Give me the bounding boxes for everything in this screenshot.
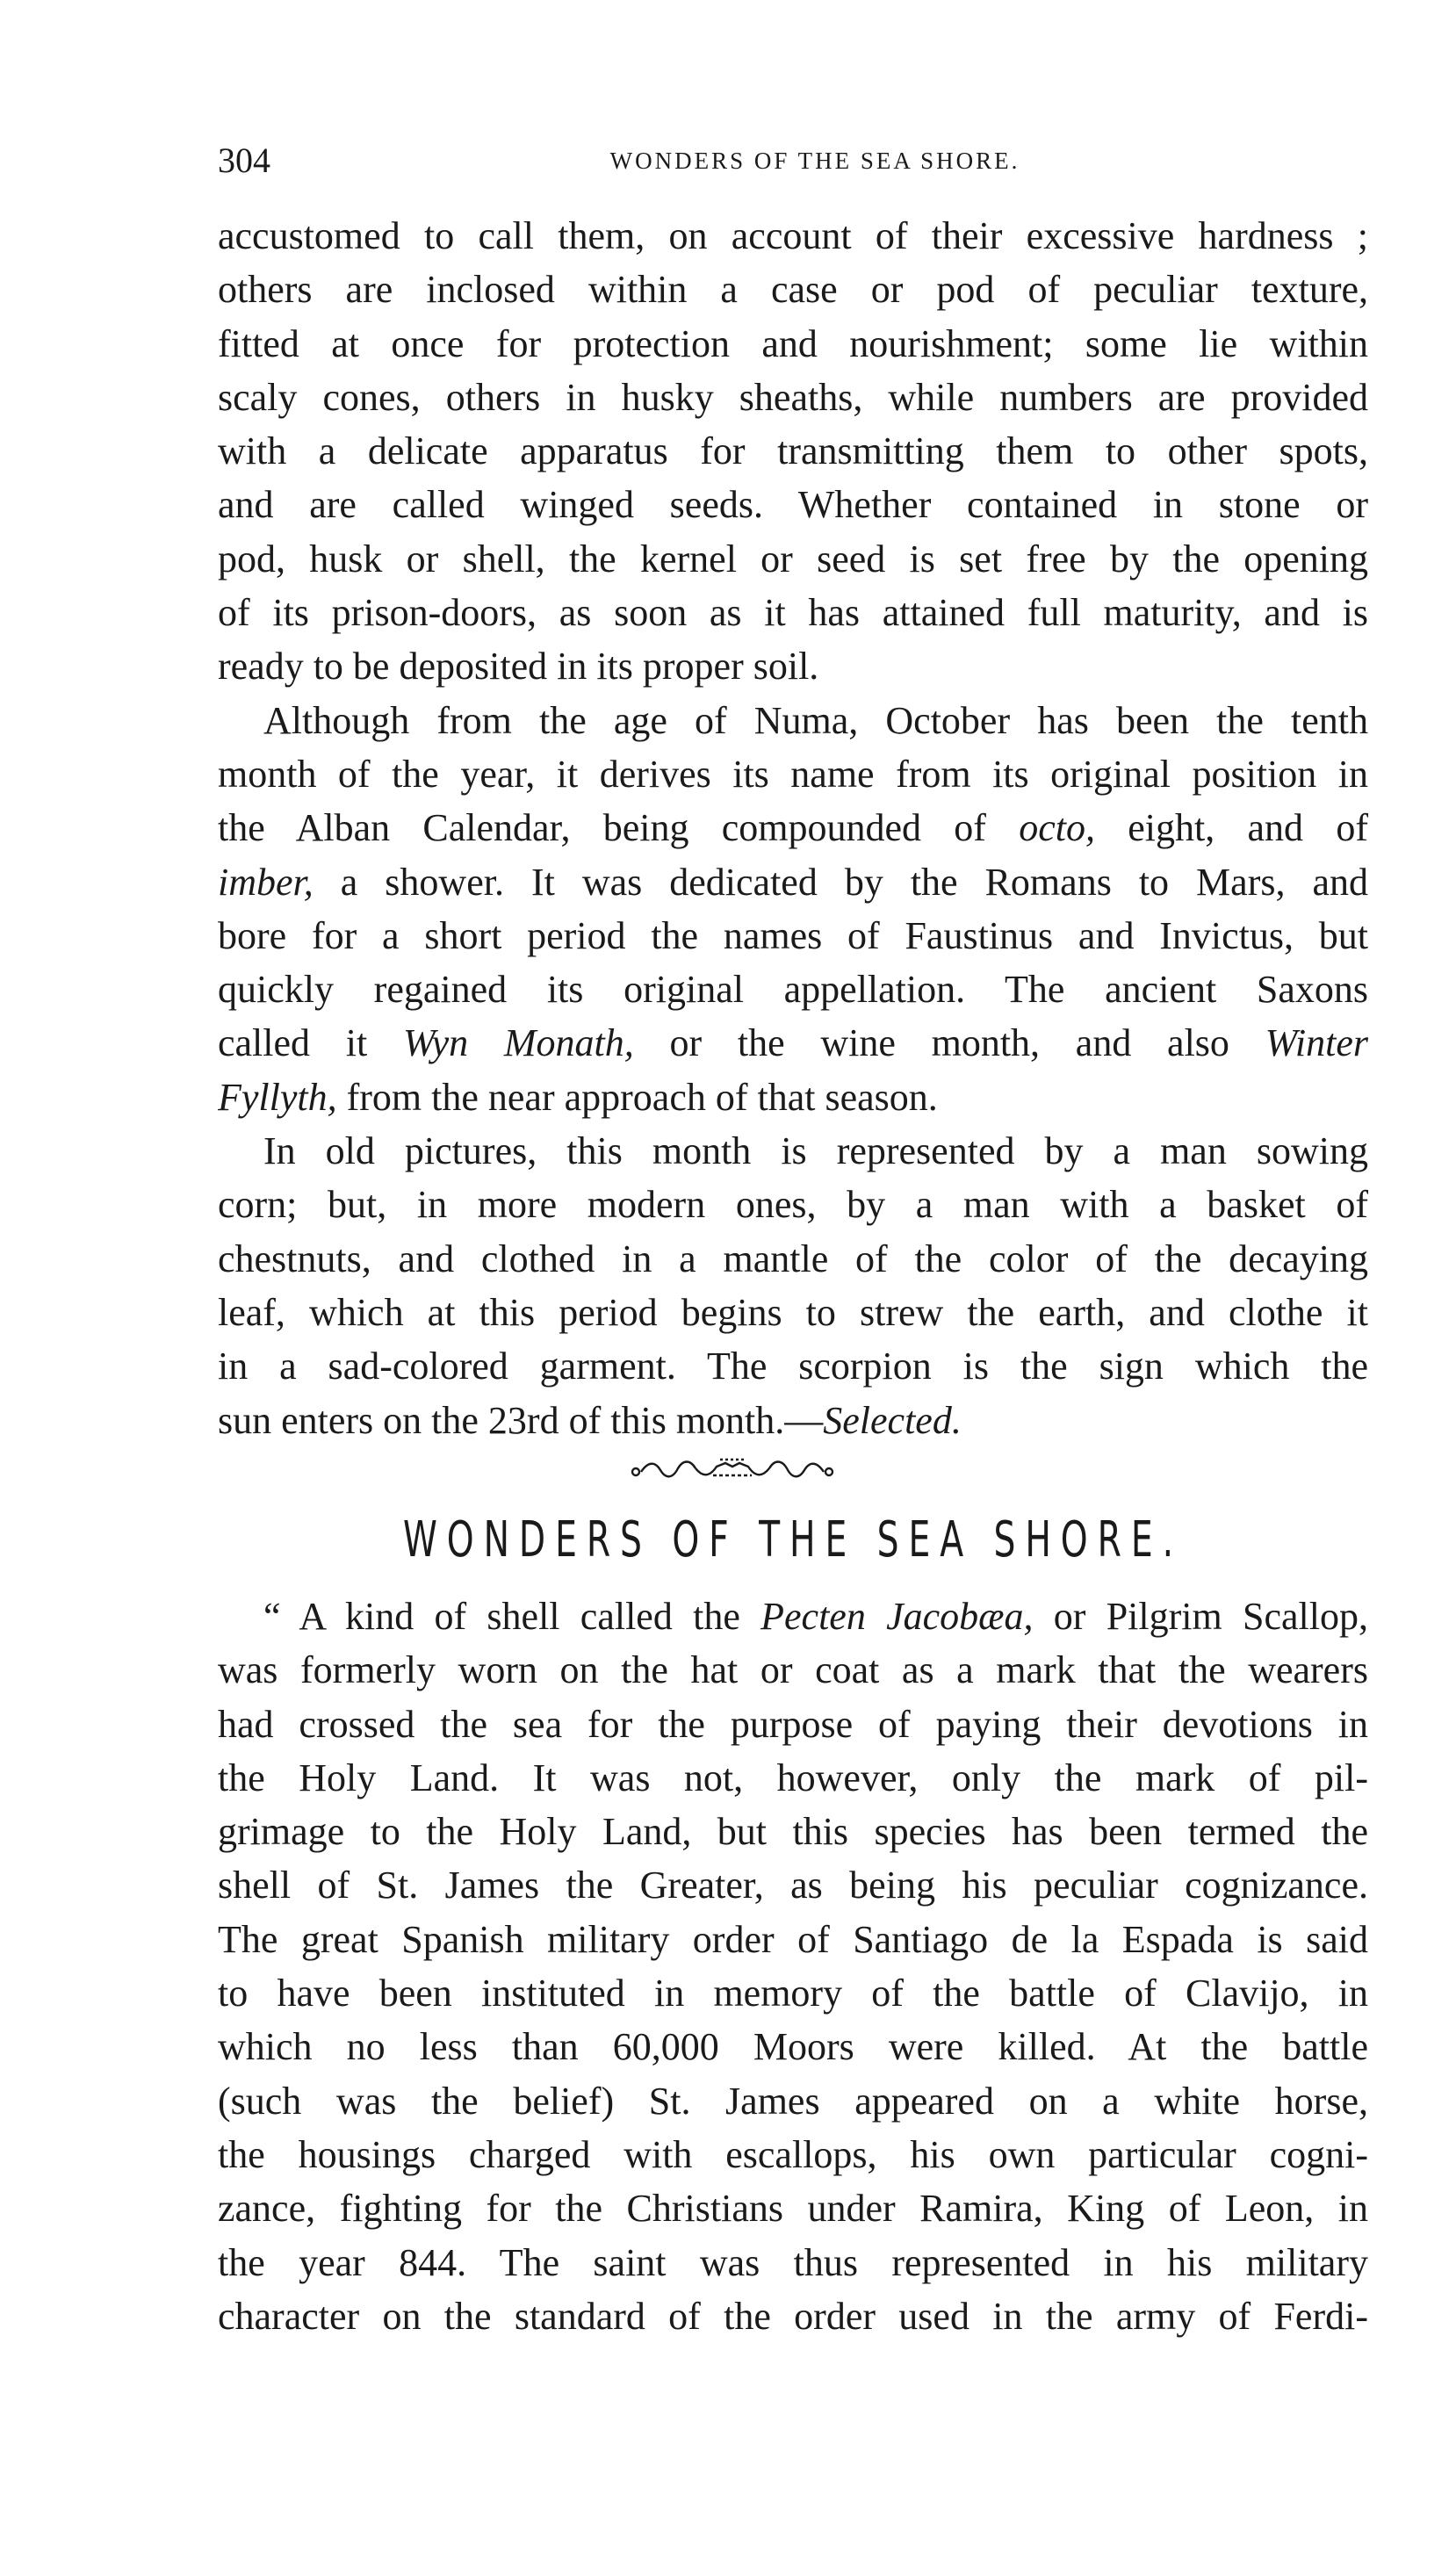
- text-run: eight, and of: [1095, 806, 1368, 850]
- text-line: with a delicate apparatus for transmitting them to other spots,: [218, 429, 1368, 473]
- italic-word: Fyllyth,: [218, 1075, 337, 1119]
- text-run: sun enters on the 23rd of this month.—: [218, 1398, 824, 1442]
- text-line: which no less than 60,000 Moors were killed. At the battle: [218, 2025, 1368, 2069]
- text-line: quickly regained its original appellation. The ancient Saxons: [218, 968, 1368, 1012]
- text-run: or the wine month, and also: [633, 1021, 1265, 1065]
- text-line: of its prison-doors, as soon as it has attained full maturity, and is: [218, 591, 1368, 635]
- text-line: Although from the age of Numa, October has been the tenth: [263, 698, 1368, 742]
- text-line: [218, 801, 1368, 854]
- text-line: scaly cones, others in husky sheaths, while numbers are provided: [218, 375, 1368, 419]
- text-line: month of the year, it derives its name from its original position in: [218, 752, 1368, 796]
- passage-scallop: [218, 1590, 1368, 2343]
- text-line: The great Spanish military order of Santiago de la Espada is said: [218, 1917, 1368, 1961]
- text-line: pod, husk or shell, the kernel or seed is set free by the opening: [218, 537, 1368, 580]
- text-line: [218, 1071, 1368, 1124]
- passage-seeds: [218, 209, 1368, 1447]
- italic-word: Wyn Monath,: [402, 1021, 634, 1065]
- text-line: fitted at once for protection and nourishment; some lie within: [218, 321, 1368, 365]
- text-line: chestnuts, and clothed in a mantle of the color of the decaying: [218, 1237, 1368, 1280]
- italic-word: Winter: [1265, 1021, 1368, 1065]
- text-run: the Alban Calendar, being compounded of: [218, 806, 1020, 850]
- text-line: the year 844. The saint was thus represented in his military: [218, 2240, 1368, 2284]
- ornament-divider: [629, 1454, 836, 1486]
- text-line: In old pictures, this month is represented by a man sowing: [263, 1129, 1368, 1173]
- text-line: grimage to the Holy Land, but this species has been termed the: [218, 1810, 1368, 1854]
- text-line: corn; but, in more modern ones, by a man with a basket of: [218, 1183, 1368, 1227]
- text-run: “ A kind of shell called the: [263, 1595, 761, 1638]
- text-line: [218, 855, 1368, 909]
- text-line: was formerly worn on the hat or coat as a mark that the wearers: [218, 1648, 1368, 1692]
- italic-word: Selected.: [823, 1398, 962, 1442]
- text-run: from the near approach of that season.: [336, 1075, 938, 1119]
- running-head: [218, 139, 1377, 183]
- text-line: shell of St. James the Greater, as being his peculiar cognizance.: [218, 1864, 1368, 1907]
- text-line: character on the standard of the order used in the army of Ferdi-: [218, 2294, 1368, 2338]
- text-line: zance, fighting for the Christians under Ramira, King of Leon, in: [218, 2187, 1368, 2231]
- page-number: 304: [218, 141, 270, 180]
- text-line: [218, 1016, 1368, 1070]
- text-line: ready to be deposited in its proper soil.: [218, 645, 819, 689]
- text-line: accustomed to call them, on account of their excessive hardness ;: [218, 214, 1368, 257]
- text-line: others are inclosed within a case or pod of peculiar texture,: [218, 268, 1368, 312]
- text-line: and are called winged seeds. Whether contained in stone or: [218, 483, 1368, 527]
- text-line: the housings charged with escallops, his own particular cogni-: [218, 2132, 1368, 2176]
- text-line: [218, 1590, 1368, 1643]
- italic-word: octo,: [1019, 806, 1095, 850]
- text-line: to have been instituted in memory of the battle of Clavijo, in: [218, 1972, 1368, 2015]
- text-line: in a sad-colored garment. The scorpion is the sign which the: [218, 1345, 1368, 1388]
- italic-word: Pecten Jacobæa,: [760, 1595, 1034, 1638]
- text-line: the Holy Land. It was not, however, only the mark of pil-: [218, 1756, 1368, 1799]
- text-line: bore for a short period the names of Faustinus and Invictus, but: [218, 913, 1368, 957]
- text-run: or Pilgrim Scallop,: [1033, 1595, 1368, 1638]
- text-line: [218, 1394, 1368, 1447]
- italic-word: imber,: [218, 860, 314, 904]
- text-run: called it: [218, 1021, 403, 1065]
- text-line: (such was the belief) St. James appeared on a white horse,: [218, 2079, 1368, 2123]
- section-heading: WONDERS OF THE SEA SHORE.: [402, 1511, 1184, 1568]
- ornament-flourish: [632, 1460, 833, 1476]
- text-run: a shower. It was dedicated by the Romans to Mars, and: [313, 860, 1368, 904]
- text-line: had crossed the sea for the purpose of paying their devotions in: [218, 1702, 1368, 1746]
- text-line: leaf, which at this period begins to strew the earth, and clothe it: [218, 1290, 1368, 1334]
- running-title: WONDERS OF THE SEA SHORE.: [609, 148, 1020, 174]
